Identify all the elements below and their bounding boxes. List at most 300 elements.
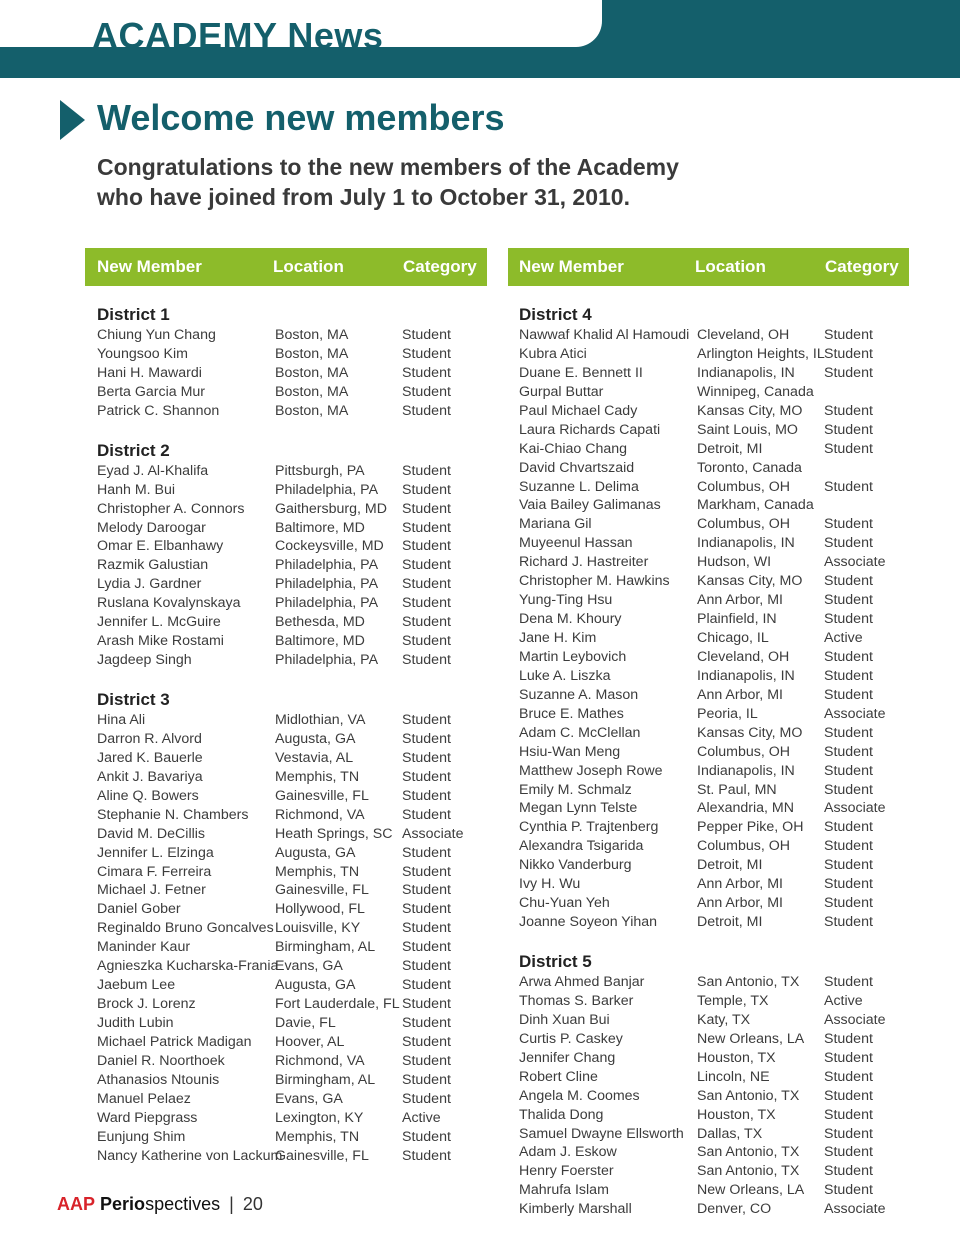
member-row xyxy=(519,1125,873,1144)
member-category: Active xyxy=(824,630,863,646)
member-row xyxy=(519,345,873,364)
member-row xyxy=(97,1052,451,1071)
member-location: Hollywood, FL xyxy=(275,901,365,918)
play-arrow-icon xyxy=(60,100,85,140)
member-row xyxy=(519,837,873,856)
member-location: Peoria, IL xyxy=(697,705,758,722)
district-block xyxy=(97,689,464,1166)
member-location: San Antonio, TX xyxy=(697,1087,800,1104)
member-row xyxy=(97,1109,441,1128)
member-row xyxy=(97,632,451,651)
member-name: Cynthia P. Trajtenberg xyxy=(519,819,659,836)
member-location: Saint Louis, MO xyxy=(697,421,798,438)
member-row xyxy=(519,421,873,440)
member-row xyxy=(519,553,886,572)
member-row xyxy=(519,1106,873,1125)
member-row xyxy=(519,383,814,402)
member-category: Student xyxy=(824,914,873,931)
member-row xyxy=(97,575,451,594)
member-name: Manuel Pelaez xyxy=(97,1090,191,1107)
intro-line-1: Congratulations to the new members of the Academy xyxy=(97,154,679,180)
member-category: Student xyxy=(402,557,451,574)
member-category: Student xyxy=(824,611,873,628)
member-row xyxy=(519,818,873,837)
member-location: Houston, TX xyxy=(697,1049,776,1066)
member-row xyxy=(97,383,451,402)
member-category: Student xyxy=(824,1087,873,1104)
member-row xyxy=(97,1128,451,1147)
member-category: Student xyxy=(824,743,873,760)
member-category: Student xyxy=(824,876,873,893)
column-header-location: Location xyxy=(273,257,344,276)
district-title: District 5 xyxy=(519,952,592,971)
member-name: Michael J. Fetner xyxy=(97,882,206,899)
member-location: Winnipeg, Canada xyxy=(697,383,814,400)
member-name: Richard J. Hastreiter xyxy=(519,554,649,571)
member-location: Hoover, AL xyxy=(275,1033,345,1050)
member-category: Student xyxy=(402,462,451,479)
member-row xyxy=(97,1071,451,1090)
member-row xyxy=(97,326,451,345)
member-row xyxy=(519,705,886,724)
member-row xyxy=(519,496,814,515)
member-category: Student xyxy=(402,977,451,994)
member-name: Chiung Yun Chang xyxy=(97,327,216,343)
member-name: Eyad J. Al-Khalifa xyxy=(97,462,209,479)
member-location: Denver, CO xyxy=(697,1201,772,1218)
member-category: Associate xyxy=(824,800,886,817)
member-row xyxy=(97,481,451,500)
member-category: Student xyxy=(824,724,873,741)
member-location: Philadelphia, PA xyxy=(275,595,379,612)
member-name: Athanasios Ntounis xyxy=(97,1071,220,1088)
member-name: Jagdeep Singh xyxy=(97,652,192,669)
member-category: Student xyxy=(402,519,451,536)
member-location: Evans, GA xyxy=(275,1090,343,1107)
member-row xyxy=(97,900,451,919)
member-location: St. Paul, MN xyxy=(697,781,777,798)
member-name: Kimberly Marshall xyxy=(519,1201,632,1218)
member-location: Kansas City, MO xyxy=(697,724,803,741)
member-category: Student xyxy=(402,633,451,650)
member-name: Cimara F. Ferreira xyxy=(97,863,212,880)
member-row xyxy=(519,913,873,932)
member-name: Youngsoo Kim xyxy=(97,345,188,362)
member-row xyxy=(519,1030,873,1049)
member-category: Student xyxy=(824,667,873,684)
member-location: Birmingham, AL xyxy=(275,1071,376,1088)
member-category: Student xyxy=(824,686,873,703)
member-row xyxy=(519,1200,886,1219)
member-row xyxy=(97,863,451,882)
member-location: Chicago, IL xyxy=(697,630,769,646)
member-category: Student xyxy=(402,768,451,785)
member-location: Indianapolis, IN xyxy=(697,762,795,779)
member-category: Student xyxy=(402,730,451,747)
member-row xyxy=(519,572,873,591)
footer-separator: | xyxy=(229,1194,234,1214)
district-title: District 2 xyxy=(97,440,170,460)
member-name: Thalida Dong xyxy=(519,1106,604,1123)
member-location: Philadelphia, PA xyxy=(275,557,379,574)
member-name: Agnieszka Kucharska-Frania xyxy=(97,958,279,975)
member-row xyxy=(97,787,451,806)
member-location: Boston, MA xyxy=(275,364,349,381)
member-location: Columbus, OH xyxy=(697,743,791,760)
member-category: Associate xyxy=(824,705,886,722)
member-row xyxy=(97,919,451,938)
member-category: Student xyxy=(824,440,873,457)
member-name: Emily M. Schmalz xyxy=(519,781,632,798)
member-location: Memphis, TN xyxy=(275,768,360,785)
member-row xyxy=(97,844,451,863)
member-row xyxy=(519,1162,873,1181)
member-location: Detroit, MI xyxy=(697,914,763,931)
column-header-category: Category xyxy=(825,257,899,276)
member-category: Student xyxy=(824,838,873,855)
member-location: Vestavia, AL xyxy=(275,749,354,766)
member-name: Nikko Vanderburg xyxy=(519,857,632,874)
member-row xyxy=(519,610,873,629)
member-name: Arwa Ahmed Banjar xyxy=(519,974,645,990)
member-row xyxy=(519,875,873,894)
page-title: Welcome new members xyxy=(97,97,505,138)
member-category: Student xyxy=(402,787,451,804)
member-list-left xyxy=(97,302,464,1185)
member-location: Boston, MA xyxy=(275,383,349,400)
member-location: Philadelphia, PA xyxy=(275,481,379,498)
member-category: Student xyxy=(824,857,873,874)
member-name: Ivy H. Wu xyxy=(519,876,581,893)
member-location: Plainfield, IN xyxy=(697,611,777,628)
member-location: Lincoln, NE xyxy=(697,1068,770,1085)
member-category: Student xyxy=(402,996,451,1013)
member-name: Muyeenul Hassan xyxy=(519,535,633,552)
member-row xyxy=(97,806,451,825)
member-row xyxy=(97,881,451,900)
district-block xyxy=(97,304,451,421)
member-name: Dinh Xuan Bui xyxy=(519,1011,610,1028)
member-category: Student xyxy=(402,958,451,975)
member-category: Student xyxy=(402,844,451,861)
column-header-category: Category xyxy=(403,257,477,276)
member-category: Student xyxy=(402,500,451,517)
member-location: Cockeysville, MD xyxy=(275,538,384,555)
member-location: Kansas City, MO xyxy=(697,402,803,419)
member-row xyxy=(97,976,451,995)
member-location: Kansas City, MO xyxy=(697,573,803,590)
member-location: Gaithersburg, MD xyxy=(275,500,387,517)
member-category: Student xyxy=(402,402,451,419)
brand-perio: Perio xyxy=(100,1194,146,1214)
member-location: Ann Arbor, MI xyxy=(697,895,783,912)
member-row xyxy=(519,1087,873,1106)
member-name: Kai-Chiao Chang xyxy=(519,440,628,457)
member-category: Student xyxy=(824,592,873,609)
member-category: Student xyxy=(824,1182,873,1199)
member-name: Reginaldo Bruno Goncalves xyxy=(97,920,274,937)
member-location: Richmond, VA xyxy=(275,1052,365,1069)
member-row xyxy=(97,711,451,730)
member-location: Ann Arbor, MI xyxy=(697,876,783,893)
member-category: Student xyxy=(824,1144,873,1161)
member-row xyxy=(97,995,451,1014)
member-name: Angela M. Coomes xyxy=(519,1087,640,1104)
member-location: Boston, MA xyxy=(275,345,349,362)
member-category: Student xyxy=(402,614,451,631)
member-location: Memphis, TN xyxy=(275,1128,360,1145)
member-name: Jennifer L. Elzinga xyxy=(97,844,214,861)
district-block xyxy=(97,440,451,670)
brand-aap: AAP xyxy=(57,1194,96,1214)
member-category: Student xyxy=(824,1125,873,1142)
intro-text xyxy=(97,152,797,212)
member-name: Omar E. Elbanhawy xyxy=(97,538,224,555)
member-name: Vaia Bailey Galimanas xyxy=(519,497,661,514)
member-name: Joanne Soyeon Yihan xyxy=(519,914,658,931)
member-location: Cleveland, OH xyxy=(697,327,790,343)
member-location: Richmond, VA xyxy=(275,806,365,823)
member-category: Associate xyxy=(824,1201,886,1218)
member-row xyxy=(97,938,451,957)
member-row xyxy=(97,651,451,670)
member-location: San Antonio, TX xyxy=(697,1144,800,1161)
member-category: Student xyxy=(824,1068,873,1085)
member-row xyxy=(97,768,451,787)
member-location: Philadelphia, PA xyxy=(275,576,379,593)
table-header-right xyxy=(508,248,909,286)
member-category: Student xyxy=(402,652,451,669)
member-name: Brock J. Lorenz xyxy=(97,996,196,1013)
member-category: Student xyxy=(824,421,873,438)
member-row xyxy=(519,326,873,345)
member-category: Student xyxy=(824,1030,873,1047)
member-location: New Orleans, LA xyxy=(697,1182,805,1199)
member-row xyxy=(97,1033,451,1052)
member-category: Student xyxy=(402,595,451,612)
member-row xyxy=(519,973,873,992)
member-location: Detroit, MI xyxy=(697,857,763,874)
member-location: Evans, GA xyxy=(275,958,343,975)
member-category: Student xyxy=(402,576,451,593)
member-name: Daniel Gober xyxy=(97,901,181,918)
member-category: Student xyxy=(402,1147,451,1164)
member-category: Student xyxy=(824,781,873,798)
member-location: Pepper Pike, OH xyxy=(697,819,804,836)
member-row xyxy=(97,519,451,538)
member-category: Student xyxy=(824,478,873,495)
member-category: Student xyxy=(402,901,451,918)
member-name: Bruce E. Mathes xyxy=(519,705,624,722)
member-row xyxy=(519,1143,873,1162)
member-name: Lydia J. Gardner xyxy=(97,576,202,593)
member-category: Student xyxy=(402,806,451,823)
district-title: District 3 xyxy=(97,690,170,709)
member-name: Yung-Ting Hsu xyxy=(519,592,613,609)
member-category: Student xyxy=(824,364,873,381)
member-location: Midlothian, VA xyxy=(275,712,366,728)
member-location: Memphis, TN xyxy=(275,863,360,880)
member-row xyxy=(97,749,451,768)
member-category: Student xyxy=(402,538,451,555)
member-name: Hsiu-Wan Meng xyxy=(519,743,621,760)
member-name: Adam C. McClellan xyxy=(519,724,641,741)
member-name: Hani H. Mawardi xyxy=(97,364,202,381)
member-name: Suzanne A. Mason xyxy=(519,686,639,703)
member-name: Melody Daroogar xyxy=(97,519,206,536)
member-category: Student xyxy=(824,402,873,419)
member-row xyxy=(97,594,451,613)
member-category: Student xyxy=(824,819,873,836)
member-location: Gainesville, FL xyxy=(275,1147,369,1164)
member-name: Jane H. Kim xyxy=(519,630,597,646)
member-name: David Chvartszaid xyxy=(519,459,635,476)
member-category: Student xyxy=(824,345,873,362)
member-name: Duane E. Bennett II xyxy=(519,364,643,381)
member-name: Stephanie N. Chambers xyxy=(97,806,249,823)
member-row xyxy=(519,629,863,648)
member-name: Arash Mike Rostami xyxy=(97,633,224,650)
member-name: Maninder Kaur xyxy=(97,939,191,956)
member-row xyxy=(97,957,451,976)
member-location: Cleveland, OH xyxy=(697,648,790,665)
member-list-right xyxy=(519,302,886,1238)
member-category: Student xyxy=(402,383,451,400)
member-name: Berta Garcia Mur xyxy=(97,383,206,400)
member-location: Philadelphia, PA xyxy=(275,652,379,669)
member-name: Luke A. Liszka xyxy=(519,667,611,684)
member-name: Curtis P. Caskey xyxy=(519,1030,623,1047)
intro-line-2: who have joined from July 1 to October 31, 2010. xyxy=(97,184,630,210)
brand-spectives: spectives xyxy=(145,1194,221,1214)
member-row xyxy=(519,856,873,875)
member-name: David M. DeCillis xyxy=(97,825,205,842)
member-name: Gurpal Buttar xyxy=(519,383,604,400)
member-row xyxy=(519,781,873,800)
member-category: Associate xyxy=(402,825,464,842)
member-name: Nancy Katherine von Lackum xyxy=(97,1147,283,1164)
member-row xyxy=(97,730,451,749)
member-row xyxy=(519,440,873,459)
member-location: Katy, TX xyxy=(697,1011,751,1028)
member-category: Student xyxy=(824,974,873,990)
member-row xyxy=(519,894,873,913)
member-category: Student xyxy=(824,895,873,912)
member-category: Active xyxy=(824,992,863,1009)
member-name: Adam J. Eskow xyxy=(519,1144,617,1161)
member-row xyxy=(519,534,873,553)
column-header-member: New Member xyxy=(97,257,202,276)
member-location: Baltimore, MD xyxy=(275,519,365,536)
member-name: Mahrufa Islam xyxy=(519,1182,609,1199)
member-name: Kubra Atici xyxy=(519,345,587,362)
member-category: Student xyxy=(402,712,451,728)
member-location: San Antonio, TX xyxy=(697,1163,800,1180)
member-name: Ruslana Kovalynskaya xyxy=(97,595,241,612)
member-location: Indianapolis, IN xyxy=(697,364,795,381)
member-name: Chu-Yuan Yeh xyxy=(519,895,610,912)
member-row xyxy=(519,515,873,534)
member-location: Alexandria, MN xyxy=(697,800,794,817)
member-category: Associate xyxy=(824,554,886,571)
member-row xyxy=(519,686,873,705)
member-name: Thomas S. Barker xyxy=(519,992,634,1009)
member-location: Augusta, GA xyxy=(275,730,356,747)
member-category: Student xyxy=(402,882,451,899)
member-location: Indianapolis, IN xyxy=(697,667,795,684)
member-category: Student xyxy=(402,345,451,362)
member-name: Samuel Dwayne Ellsworth xyxy=(519,1125,684,1142)
member-category: Student xyxy=(824,516,873,533)
member-category: Student xyxy=(402,364,451,381)
member-location: Louisville, KY xyxy=(275,920,361,937)
member-name: Patrick C. Shannon xyxy=(97,402,220,419)
member-category: Student xyxy=(824,762,873,779)
member-category: Student xyxy=(402,863,451,880)
member-location: Heath Springs, SC xyxy=(275,825,393,842)
column-header-location: Location xyxy=(695,257,766,276)
member-location: Indianapolis, IN xyxy=(697,535,795,552)
page-footer xyxy=(57,1192,263,1216)
member-category: Student xyxy=(402,939,451,956)
district-title: District 1 xyxy=(97,305,170,324)
member-row xyxy=(519,1049,873,1068)
member-category: Student xyxy=(402,1090,451,1107)
member-row xyxy=(519,743,873,762)
member-name: Ankit J. Bavariya xyxy=(97,768,203,785)
member-row xyxy=(97,613,451,632)
member-name: Christopher M. Hawkins xyxy=(519,573,670,590)
member-row xyxy=(97,1014,451,1033)
member-category: Student xyxy=(824,327,873,343)
member-row xyxy=(97,402,451,421)
member-row xyxy=(519,402,873,421)
member-row xyxy=(97,345,451,364)
member-category: Student xyxy=(824,1049,873,1066)
member-location: Baltimore, MD xyxy=(275,633,365,650)
district-block xyxy=(519,304,886,932)
member-row xyxy=(97,462,451,481)
member-category: Associate xyxy=(824,1011,886,1028)
member-name: Robert Cline xyxy=(519,1068,598,1085)
member-name: Jaebum Lee xyxy=(97,977,176,994)
member-row xyxy=(519,1068,873,1087)
member-name: Jared K. Bauerle xyxy=(97,749,203,766)
member-location: Gainesville, FL xyxy=(275,787,369,804)
member-category: Student xyxy=(402,327,451,343)
member-name: Judith Lubin xyxy=(97,1015,174,1031)
member-category: Student xyxy=(402,1052,451,1069)
member-row xyxy=(519,591,873,610)
member-name: Alexandra Tsigarida xyxy=(519,838,644,855)
member-location: Hudson, WI xyxy=(697,554,772,571)
member-location: Temple, TX xyxy=(697,992,769,1009)
member-location: Markham, Canada xyxy=(697,497,814,514)
member-row xyxy=(519,667,873,686)
member-category: Student xyxy=(824,1163,873,1180)
member-location: Toronto, Canada xyxy=(697,459,802,476)
member-location: San Antonio, TX xyxy=(697,974,800,990)
member-row xyxy=(519,648,873,667)
member-name: Suzanne L. Delima xyxy=(519,478,639,495)
member-name: Ward Piepgrass xyxy=(97,1109,198,1126)
member-row xyxy=(97,825,464,844)
member-location: Davie, FL xyxy=(275,1015,336,1031)
district-title: District 4 xyxy=(519,305,592,324)
member-row xyxy=(519,478,873,497)
member-row xyxy=(519,992,863,1011)
member-location: Detroit, MI xyxy=(697,440,763,457)
